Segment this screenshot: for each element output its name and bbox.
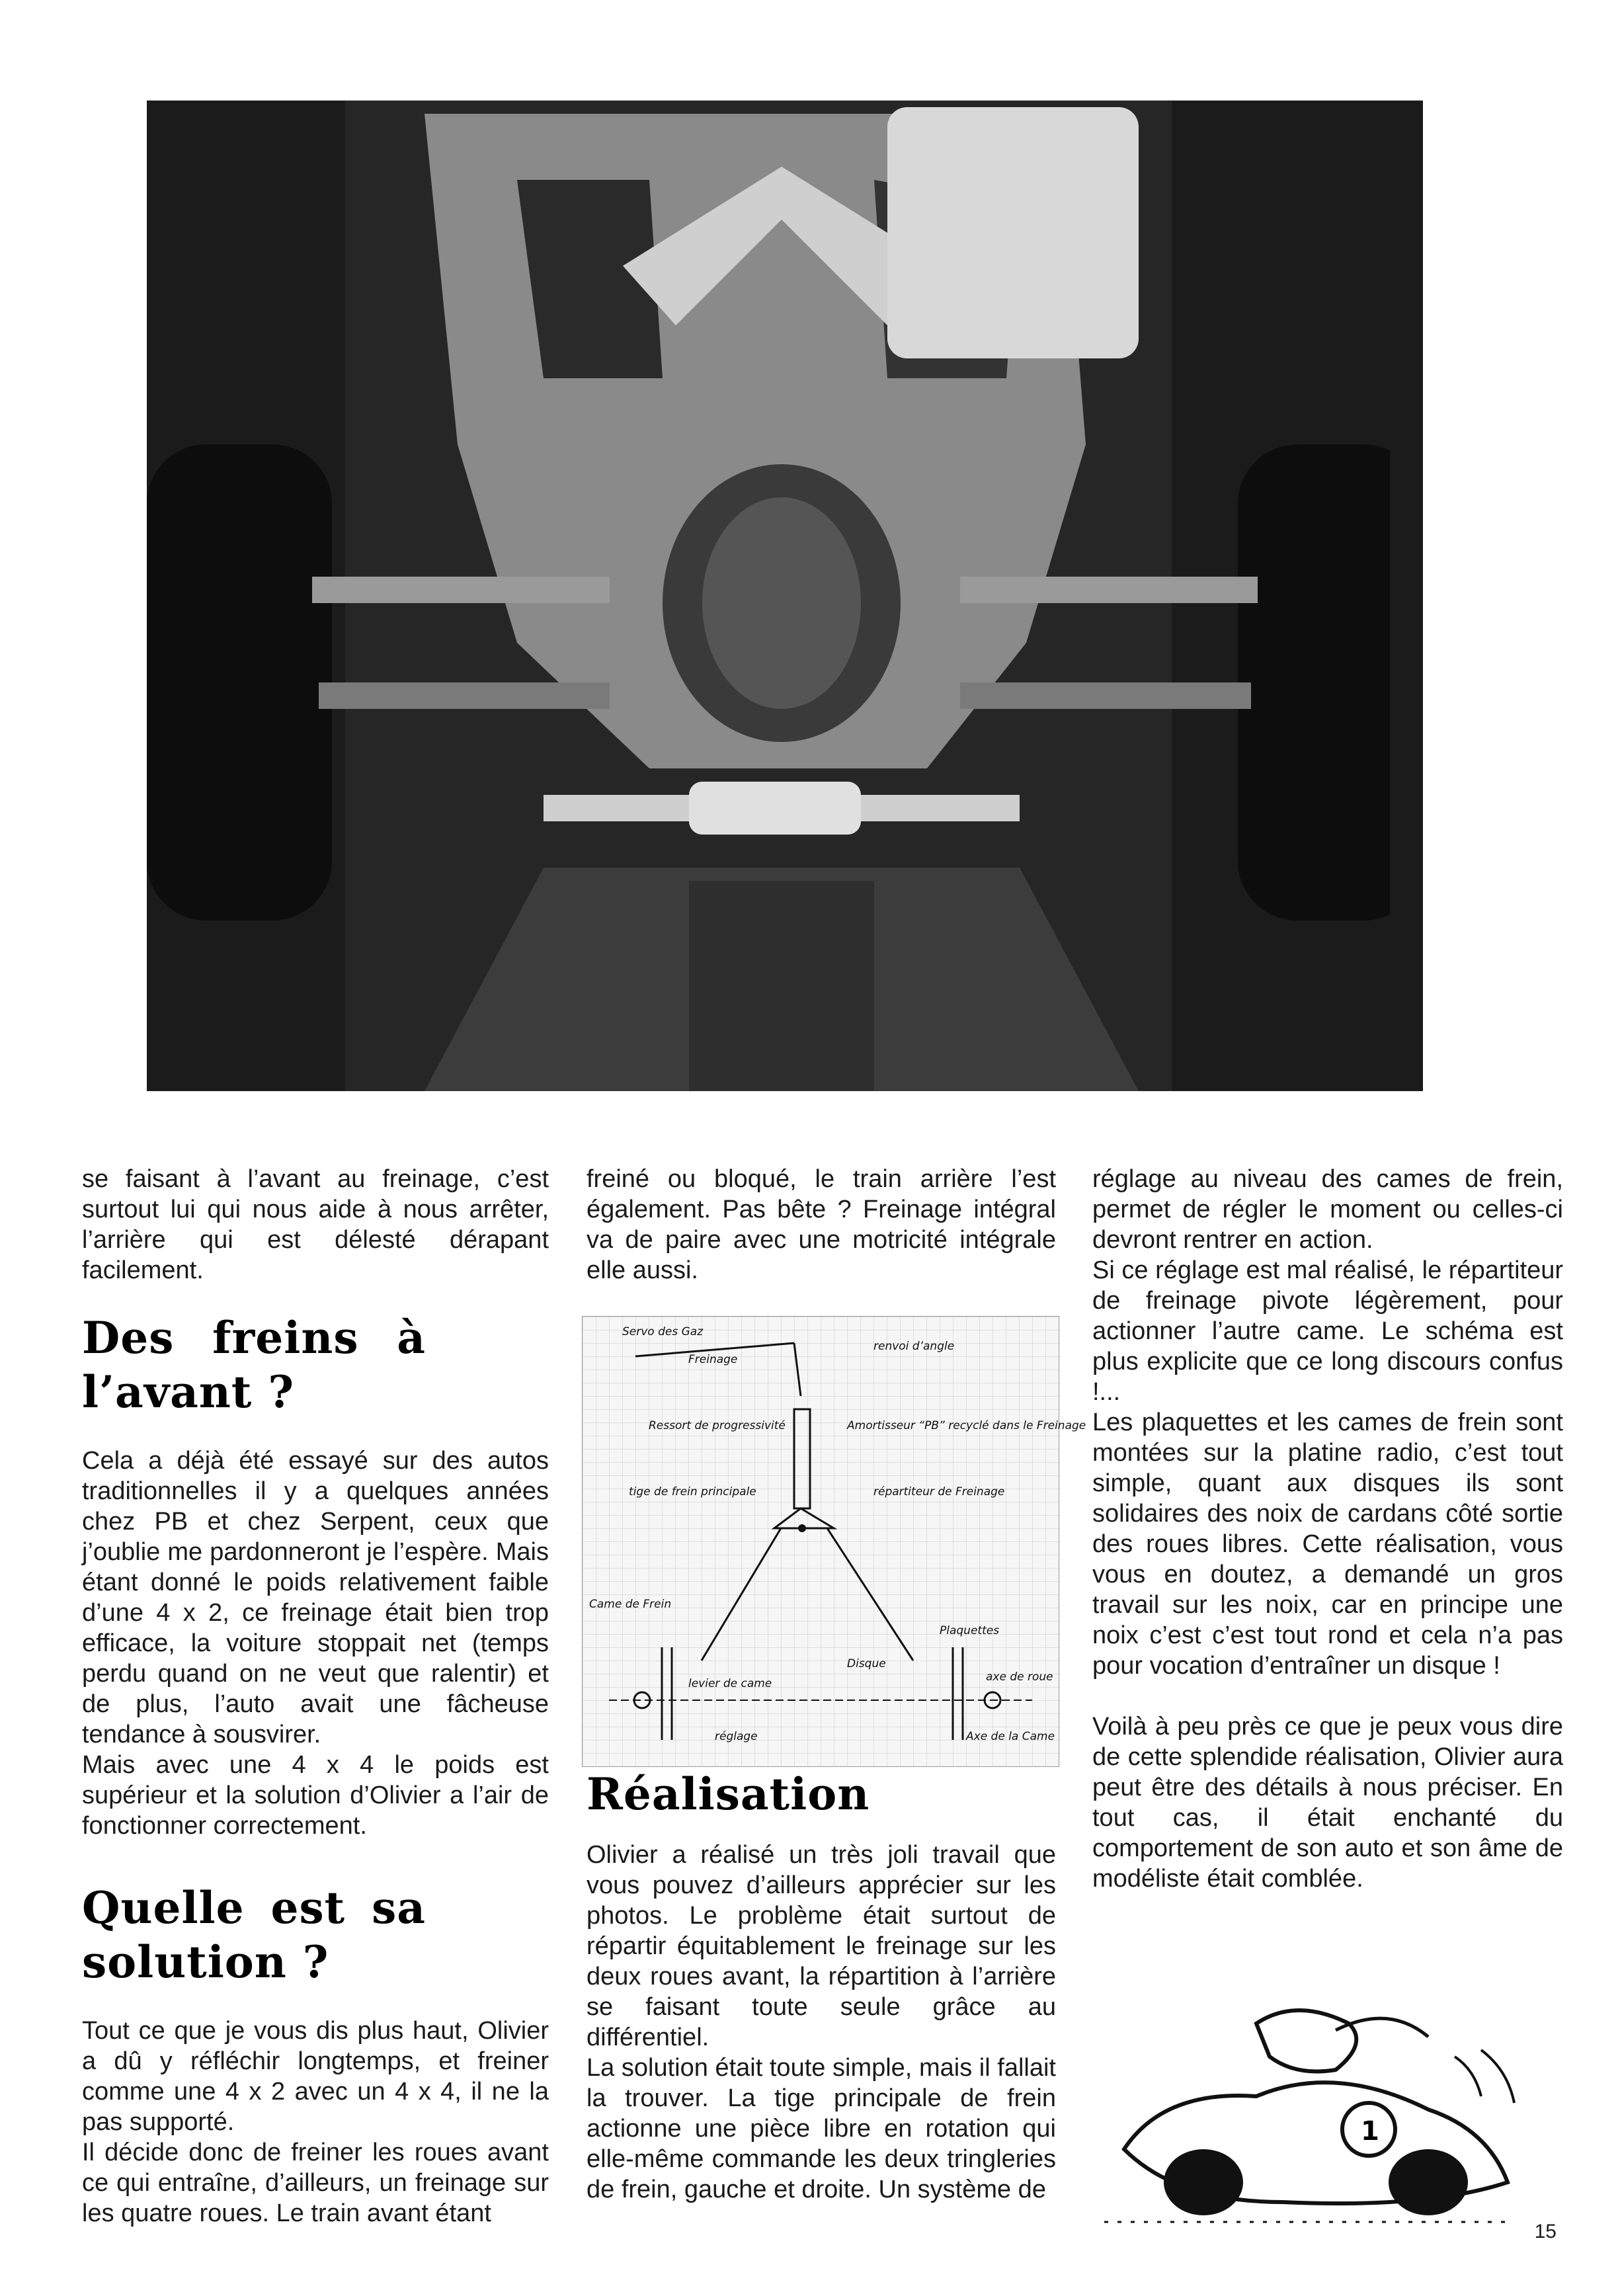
- col2-paragraph-2: La solution était toute simple, mais il fallait la trouver. La tige principale de frein actionne une pièce libre en rotation qui elle-même commande les deux tringleries de frein, gauche et droite. Un système de: [587, 2054, 1056, 2203]
- label-ressort: Ressort de progressivité: [649, 1419, 786, 1432]
- label-amortisseur: Amortisseur “PB” recyclé dans le Freinage: [847, 1419, 1086, 1432]
- col1-paragraph-3: Tout ce que je vous dis plus haut, Olivier a dû y réfléchir longtemps, et freiner comme une 4 x 2 avec un 4 x 4, il ne la pas supporté.: [82, 2017, 549, 2136]
- col2-intro: freiné ou bloqué, le train arrière l’est également. Pas bête ? Freinage intégral va de paire avec une motricité intégrale elle aussi.: [587, 1165, 1056, 1284]
- label-plaquettes: Plaquettes: [940, 1624, 1000, 1637]
- brake-diagram: [582, 1316, 1086, 1767]
- col1-intro: se faisant à l’avant au freinage, c’est surtout lui qui nous aide à nous arrêter, l’arrière qui est délesté dérapant facilement.: [82, 1165, 549, 1284]
- col2-paragraph-1: Olivier a réalisé un très joli travail que vous pouvez d’ailleurs apprécier sur les photos. Le problème était surtout de répartir équitablement le freinage sur les deux roues avant, la répartition à l’arrière se faisant toute seule grâce au différentiel.: [587, 1841, 1056, 2051]
- svg-text:1: 1: [1361, 2116, 1379, 2147]
- col1-paragraph-4: Il décide donc de freiner les roues avant ce qui entraîne, d’ailleurs, un freinage sur les quatre roues. Le train avant étant: [82, 2139, 549, 2227]
- chassis-photo: [147, 101, 1423, 1091]
- label-servo: Servo des Gaz: [622, 1325, 704, 1338]
- label-repartiteur: répartiteur de Freinage: [873, 1485, 1005, 1498]
- col3-paragraph-2: Si ce réglage est mal réalisé, le répartiteur de freinage pivote légèrement, pour actionner l’autre came. Le schéma est plus explicite que ce long discours confus !...: [1092, 1256, 1563, 1406]
- label-reglage: réglage: [715, 1730, 758, 1743]
- col1-paragraph-1: Cela a déjà été essayé sur des autos traditionnelles il y a quelques années chez PB et chez Serpent, ceux que j’oublie me pardonneront je l’espère. Mais étant donné le poids relativement faible d’une 4 x 2, ce freinage était bien trop efficace, la voiture stoppait net (temps perdu quand on ne veut que ralentir) et de plus, l’auto avait une fâcheuse tendance à sousvirer.: [82, 1447, 549, 1748]
- col3-paragraph-4: Voilà à peu près ce que je peux vous dire de cette splendide réalisation, Olivier aura peut être des détails à nous préciser. En tout cas, il était enchanté du comportement de son auto et son âme de modéliste était comblée.: [1092, 1713, 1563, 1893]
- label-came: Came de Frein: [589, 1598, 672, 1611]
- label-levier: levier de came: [688, 1677, 772, 1690]
- col1-paragraph-2: Mais avec une 4 x 4 le poids est supérieur et la solution d’Olivier a l’air de fonctionner correctement.: [82, 1751, 549, 1840]
- page-number: 15: [1534, 2221, 1557, 2242]
- label-axe-came: Axe de la Came: [966, 1730, 1055, 1743]
- label-disque: Disque: [847, 1657, 886, 1670]
- column-3: [1092, 1164, 1563, 1894]
- cartoon-car-illustration: [1084, 1984, 1560, 2242]
- heading-realisation: Réalisation: [587, 1768, 870, 1820]
- column-1: [82, 1164, 549, 2229]
- heading-quelle-solution: Quelle est sa solution ?: [82, 1882, 426, 1988]
- col3-paragraph-1: réglage au niveau des cames de frein, permet de régler le moment ou celles-ci devront rentrer en action.: [1092, 1165, 1563, 1254]
- label-tige: tige de frein principale: [629, 1485, 756, 1498]
- label-axe-roue: axe de roue: [986, 1670, 1053, 1684]
- label-freinage: Freinage: [688, 1353, 738, 1366]
- col3-paragraph-3: Les plaquettes et les cames de frein sont montées sur la platine radio, c’est tout simple, quant aux disques ils sont solidaires des noix de cardans côté sortie des roues libres. Cette réalisation, vous vous en doutez, a demandé un gros travail sur les noix, car en principe une noix c’est c’est tout rond et cela n’a pas pour vocation d’entraîner un disque !: [1092, 1409, 1563, 1680]
- heading-des-freins: Des freins à l’avant ?: [82, 1312, 426, 1418]
- label-renvoi: renvoi d’angle: [873, 1340, 955, 1353]
